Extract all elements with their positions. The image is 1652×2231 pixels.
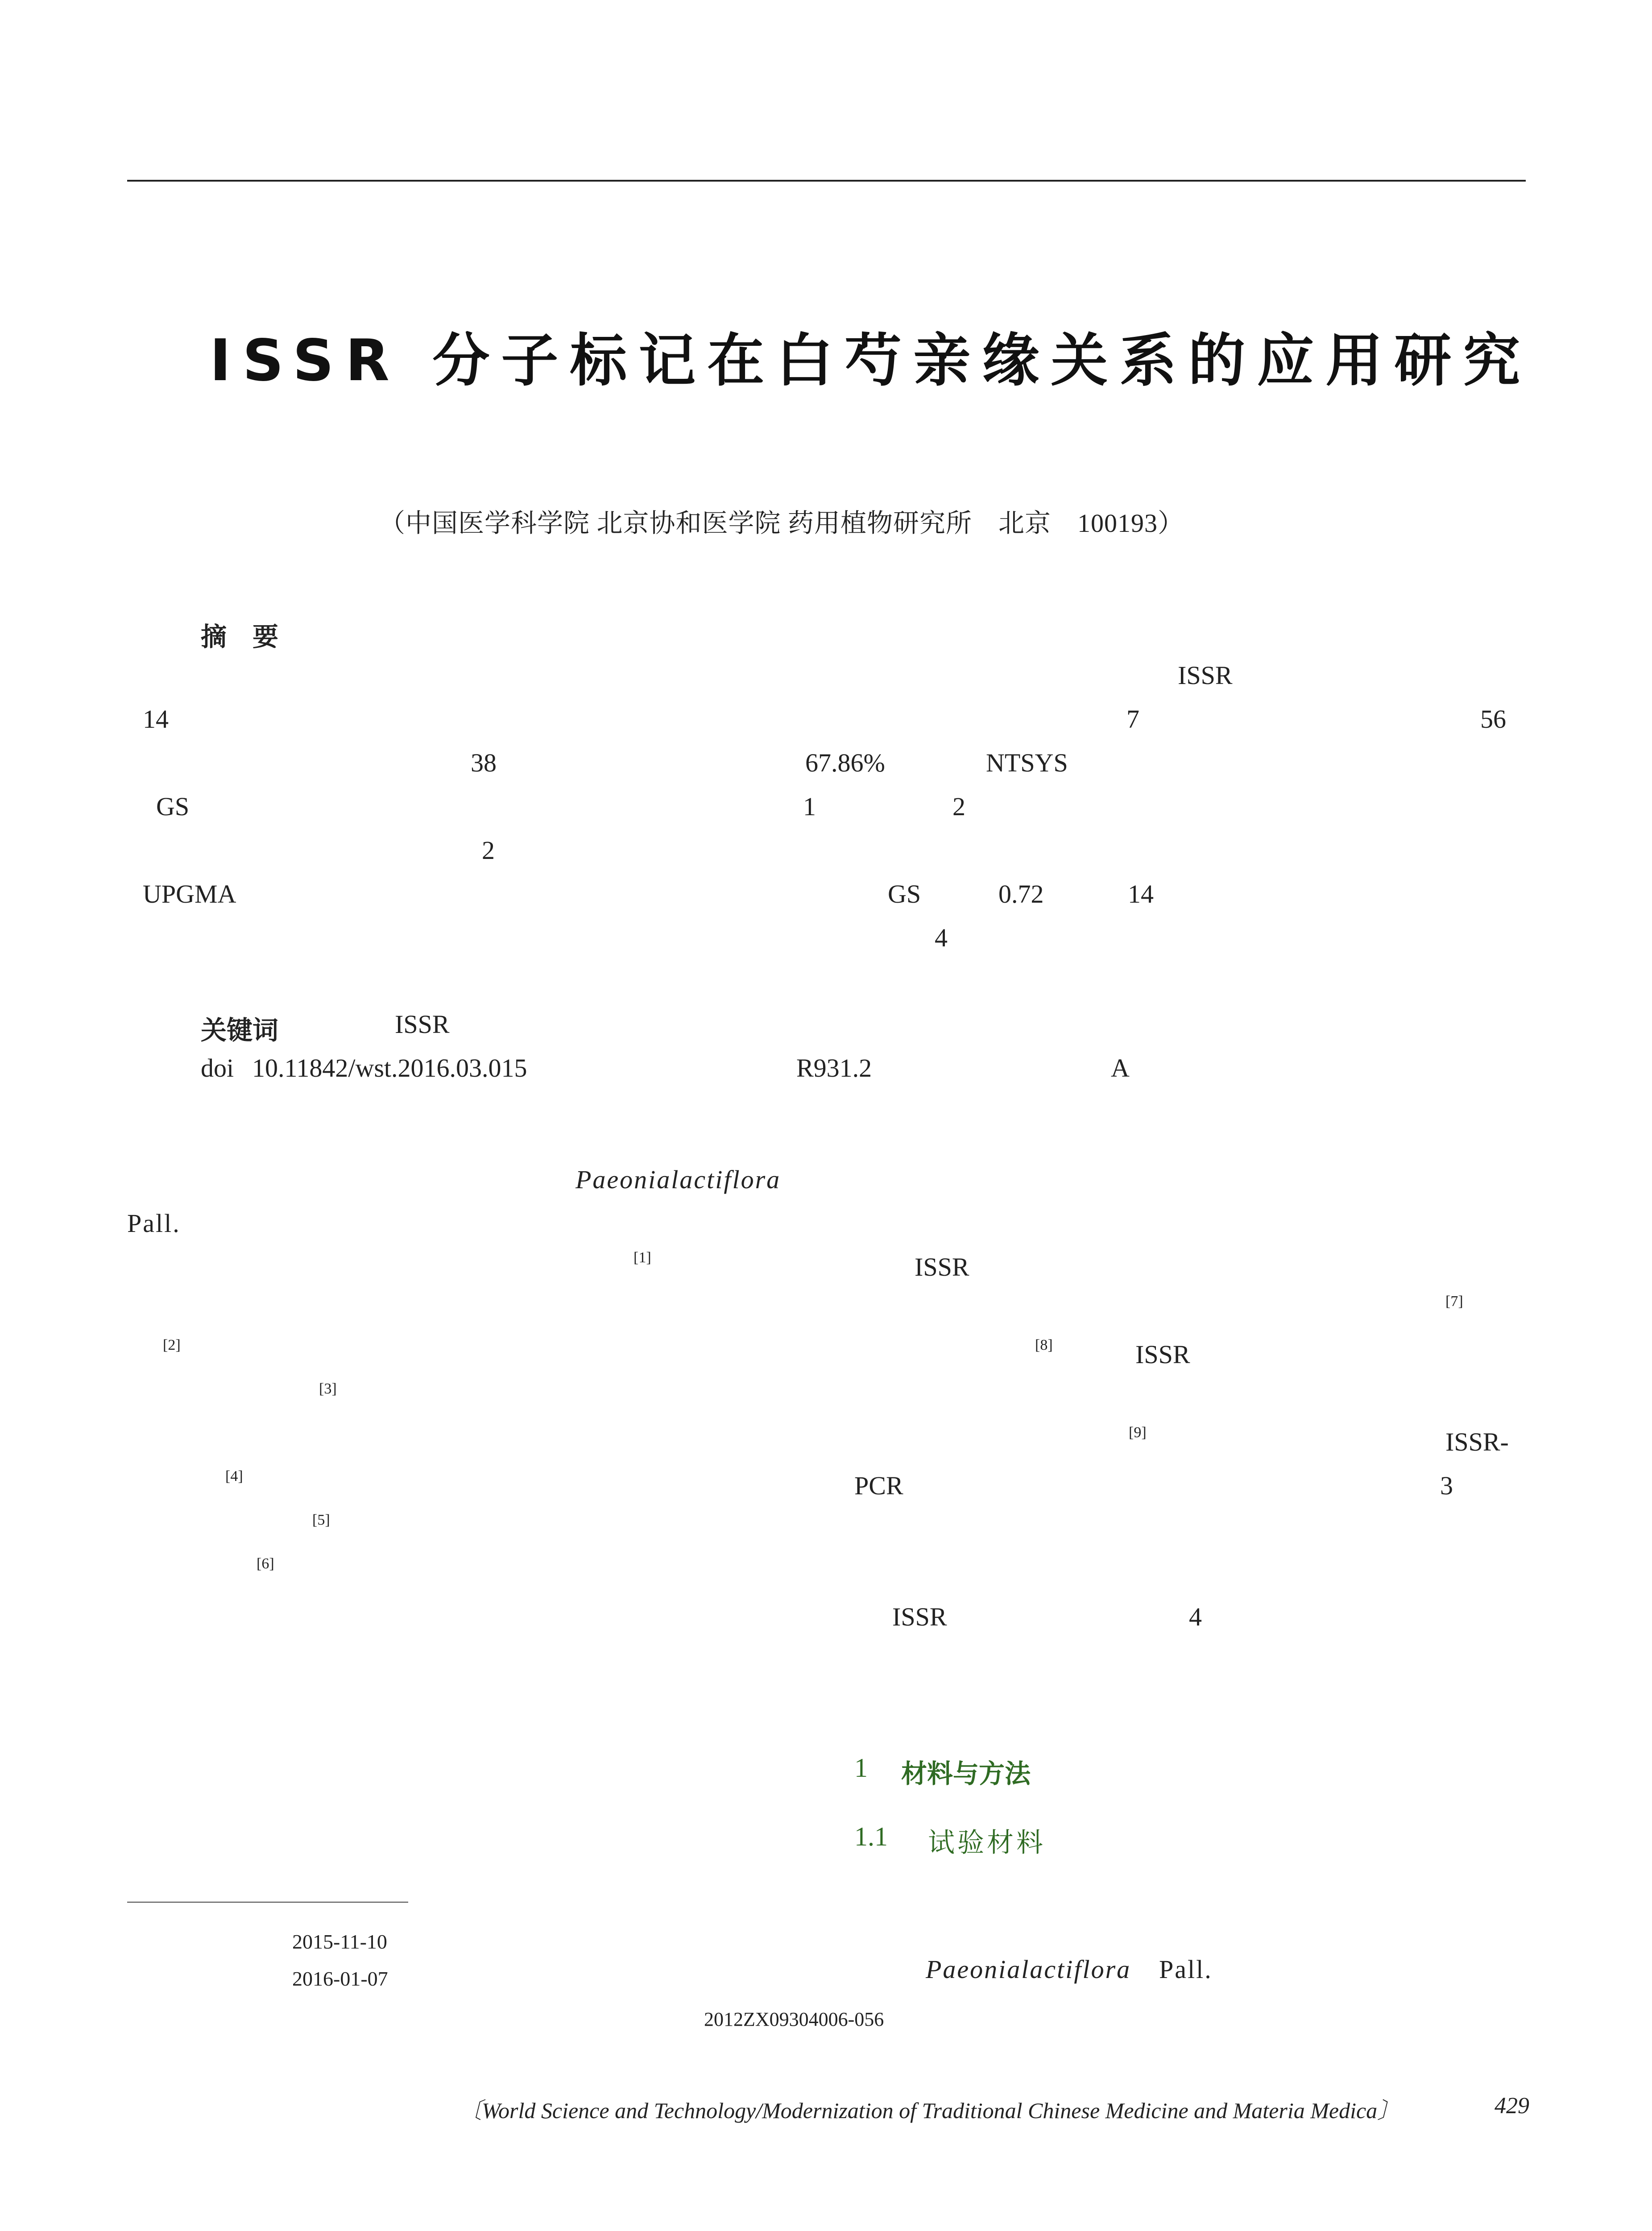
- abstract-fragment: 38: [471, 748, 497, 777]
- abstract-fragment: GS: [156, 792, 190, 821]
- subsection-title: 试验材料: [928, 1828, 1046, 1858]
- document-code: A: [1111, 1053, 1130, 1082]
- abstract-fragment: 56: [1480, 705, 1506, 734]
- issr-term: ISSR: [1135, 1340, 1190, 1369]
- issr-term: ISSR: [892, 1602, 947, 1631]
- project-number: 2012ZX09304006-056: [704, 2008, 884, 2030]
- revised-date: 2016-01-07: [292, 1967, 388, 1990]
- pcr-term: PCR: [854, 1471, 903, 1500]
- citation-ref: [4]: [225, 1468, 243, 1485]
- page-number: 429: [1495, 2093, 1529, 2119]
- citation-ref: [6]: [257, 1555, 274, 1572]
- citation-ref: [8]: [1035, 1337, 1053, 1353]
- issr-term: ISSR: [915, 1252, 969, 1281]
- abstract-fragment: 0.72: [998, 879, 1044, 908]
- abstract-fragment: 1: [803, 792, 816, 821]
- species-author: Pall.: [1159, 1955, 1213, 1984]
- issr-pcr-term: ISSR-: [1445, 1427, 1509, 1456]
- header-rule: [127, 180, 1526, 182]
- abstract-fragment: 4: [935, 923, 948, 952]
- citation-ref: [1]: [633, 1249, 651, 1266]
- keywords-value: ISSR: [395, 1010, 450, 1039]
- intro-number: 3: [1440, 1471, 1453, 1500]
- paper-title: ISSR 分子标记在白芍亲缘关系的应用研究: [210, 328, 1532, 394]
- species-author: Pall.: [127, 1209, 181, 1238]
- abstract-fragment: UPGMA: [143, 879, 236, 908]
- citation-ref: [5]: [312, 1512, 330, 1528]
- doi-label: doi: [201, 1053, 234, 1082]
- subsection-number: 1.1: [854, 1822, 888, 1851]
- abstract-fragment: 2: [952, 792, 965, 821]
- keywords-label: 关键词: [201, 1015, 279, 1045]
- section-title: 材料与方法: [901, 1758, 1031, 1789]
- clc-number: R931.2: [796, 1053, 872, 1082]
- abstract-fragment: NTSYS: [986, 748, 1068, 777]
- abstract-label: 摘 要: [201, 622, 279, 652]
- abstract-fragment: 7: [1126, 705, 1139, 734]
- journal-footer: 〔World Science and Technology/Modernization of Traditional Chinese Medicine and Materia Medica〕: [460, 2098, 1400, 2123]
- species-name: Paeonialactiflora: [576, 1165, 781, 1194]
- species-name: Paeonialactiflora: [926, 1955, 1131, 1984]
- citation-ref: [3]: [319, 1381, 337, 1397]
- abstract-fragment: 14: [143, 705, 169, 734]
- intro-number: 4: [1189, 1602, 1202, 1631]
- citation-ref: [7]: [1445, 1293, 1463, 1310]
- abstract-fragment: 67.86%: [805, 748, 885, 777]
- abstract-fragment: GS: [888, 879, 921, 908]
- affiliation: （中国医学科学院 北京协和医学院 药用植物研究所 北京 100193）: [379, 509, 1184, 538]
- abstract-fragment: ISSR: [1178, 661, 1233, 690]
- citation-ref: [9]: [1129, 1424, 1147, 1441]
- footnote-rule: [127, 1902, 408, 1903]
- received-date: 2015-11-10: [292, 1930, 387, 1953]
- abstract-fragment: 2: [482, 836, 495, 865]
- citation-ref: [2]: [163, 1337, 181, 1353]
- abstract-fragment: 14: [1128, 879, 1154, 908]
- doi-value: 10.11842/wst.2016.03.015: [252, 1053, 527, 1082]
- section-number: 1: [854, 1753, 868, 1783]
